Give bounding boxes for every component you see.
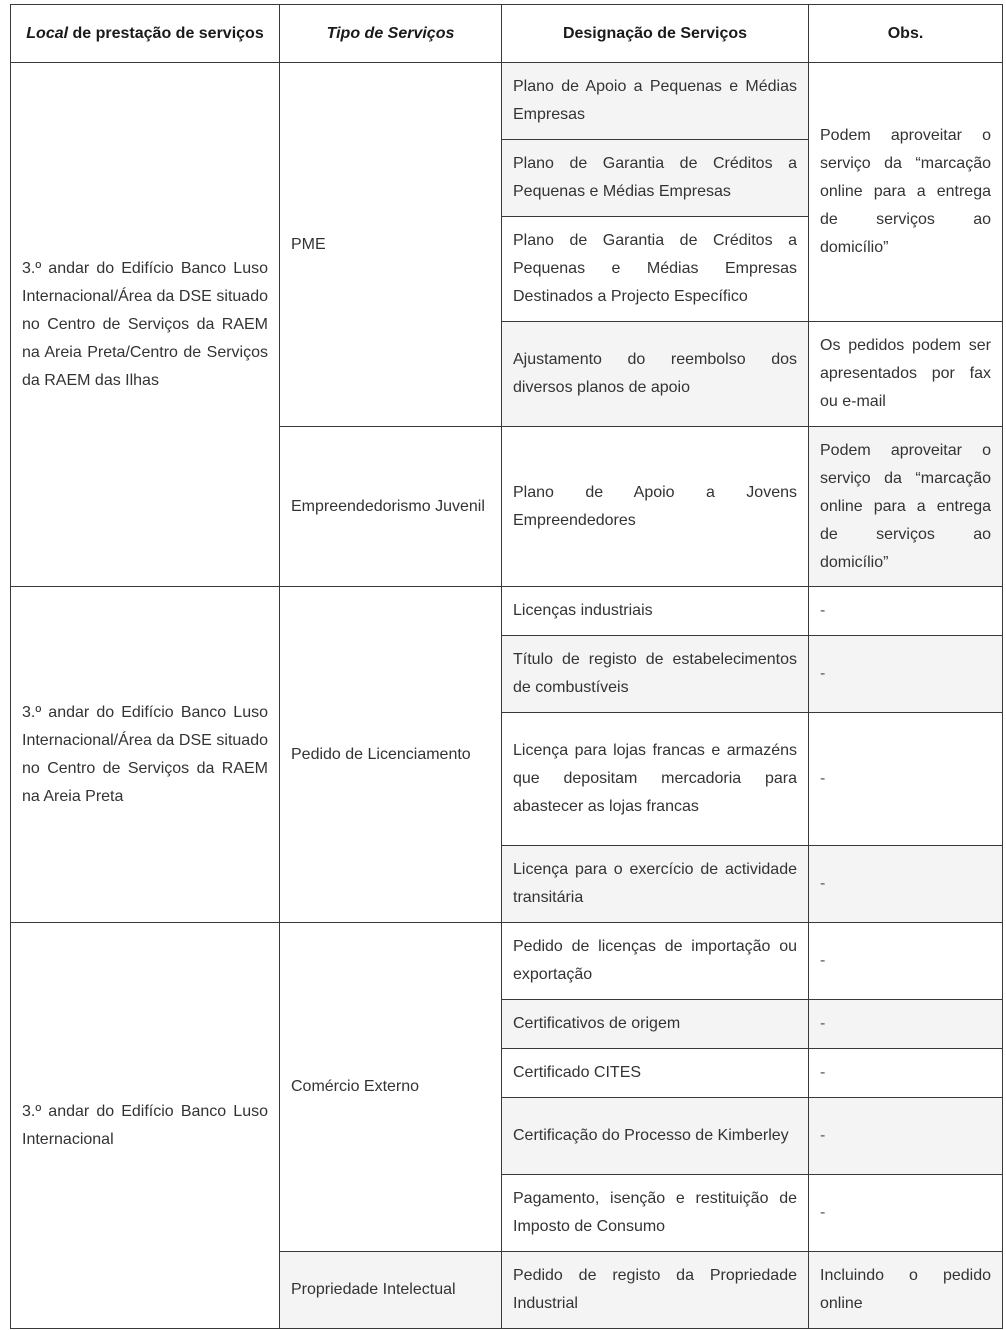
- obs-cell: Os pedidos podem ser apresentados por fax ou e-mail: [809, 322, 1003, 427]
- header-designacao: Designação de Serviços: [502, 5, 809, 63]
- tipo-cell: Pedido de Licenciamento: [280, 587, 502, 923]
- tipo-cell: Propriedade Intelectual: [280, 1252, 502, 1329]
- obs-cell: -: [809, 636, 1003, 713]
- obs-cell: -: [809, 1049, 1003, 1098]
- service-cell: Plano de Garantia de Créditos a Pequenas e Médias Empresas Destinados a Projecto Específico: [502, 217, 809, 322]
- obs-cell: Incluindo o pedido online: [809, 1252, 1003, 1329]
- service-cell: Certificado CITES: [502, 1049, 809, 1098]
- service-cell: Plano de Apoio a Pequenas e Médias Empresas: [502, 63, 809, 140]
- header-obs: Obs.: [809, 5, 1003, 63]
- local-cell: 3.º andar do Edifício Banco Luso Internacional/Área da DSE situado no Centro de Serviços da RAEM na Areia Preta: [11, 587, 280, 923]
- service-cell: Pagamento, isenção e restituição de Imposto de Consumo: [502, 1175, 809, 1252]
- obs-cell: -: [809, 846, 1003, 923]
- table-row: [11, 63, 1003, 140]
- obs-cell: -: [809, 1098, 1003, 1175]
- obs-cell: Podem aproveitar o serviço da “marcação online para a entrega de serviços ao domicílio”: [809, 63, 1003, 322]
- tipo-cell: Comércio Externo: [280, 923, 502, 1252]
- obs-cell: -: [809, 587, 1003, 636]
- obs-cell: -: [809, 923, 1003, 1000]
- service-cell: Ajustamento do reembolso dos diversos planos de apoio: [502, 322, 809, 427]
- header-tipo: Tipo de Serviços: [280, 5, 502, 63]
- header-row: [11, 5, 1003, 63]
- obs-cell: -: [809, 1000, 1003, 1049]
- service-cell: Certificação do Processo de Kimberley: [502, 1098, 809, 1175]
- service-cell: Plano de Garantia de Créditos a Pequenas e Médias Empresas: [502, 140, 809, 217]
- service-cell: Pedido de licenças de importação ou exportação: [502, 923, 809, 1000]
- tipo-cell: PME: [280, 63, 502, 427]
- services-table: [10, 4, 1003, 1329]
- tipo-cell: Empreendedorismo Juvenil: [280, 427, 502, 587]
- obs-cell: Podem aproveitar o serviço da “marcação online para a entrega de serviços ao domicílio”: [809, 427, 1003, 587]
- service-cell: Plano de Apoio a Jovens Empreendedores: [502, 427, 809, 587]
- service-cell: Pedido de registo da Propriedade Industrial: [502, 1252, 809, 1329]
- obs-cell: -: [809, 1175, 1003, 1252]
- table-row: [11, 923, 1003, 1000]
- service-cell: Certificativos de origem: [502, 1000, 809, 1049]
- header-local: Local de prestação de serviços: [11, 5, 280, 63]
- service-cell: Licenças industriais: [502, 587, 809, 636]
- obs-cell: -: [809, 713, 1003, 846]
- table-row: [11, 587, 1003, 636]
- service-cell: Licença para lojas francas e armazéns que depositam mercadoria para abastecer as lojas francas: [502, 713, 809, 846]
- local-cell: 3.º andar do Edifício Banco Luso Internacional/Área da DSE situado no Centro de Serviços da RAEM na Areia Preta/Centro de Serviços da RAEM das Ilhas: [11, 63, 280, 587]
- service-cell: Título de registo de estabelecimentos de combustíveis: [502, 636, 809, 713]
- local-cell: 3.º andar do Edifício Banco Luso Internacional: [11, 923, 280, 1329]
- service-cell: Licença para o exercício de actividade transitária: [502, 846, 809, 923]
